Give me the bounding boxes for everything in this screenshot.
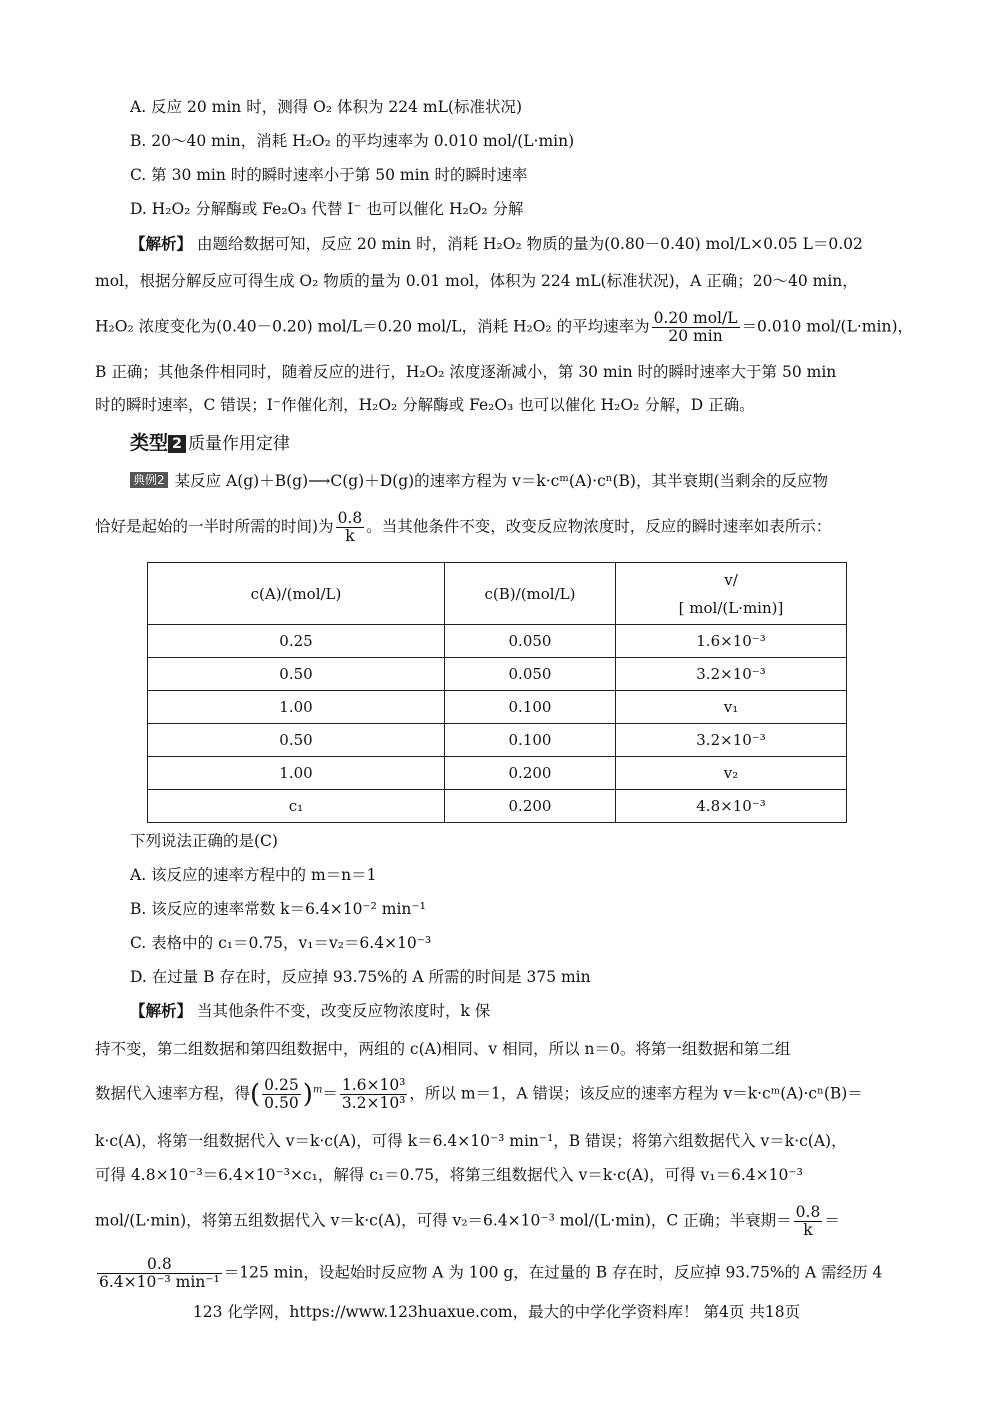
option-c-prev: C. 第 30 min 时的瞬时速率小于第 50 min 时的瞬时速率 bbox=[130, 166, 528, 184]
analysis-tag: 【解析】 bbox=[130, 1001, 193, 1020]
analysis-2-line-1: 【解析】 当其他条件不变，改变反应物浓度时，k 保 bbox=[130, 1001, 491, 1020]
table-row: 0.50 0.100 3.2×10⁻³ bbox=[148, 724, 847, 757]
analysis-1-line-5: 时的瞬时速率，C 错误；I⁻作催化剂，H₂O₂ 分解酶或 Fe₂O₃ 也可以催化 H₂O₂ 分解，D 正确。 bbox=[95, 396, 755, 414]
rate-fraction: $\frac{\text{0.20 mol/L}}{20 \min}$ bbox=[653, 309, 738, 345]
table-row: 0.25 0.050 1.6×10⁻³ bbox=[148, 625, 847, 658]
section-number-badge: 2 bbox=[168, 435, 186, 453]
page-footer: 123 化学网，https://www.123huaxue.com，最大的中学化学资料库！ 第4页 共18页 bbox=[192, 1303, 801, 1321]
question-prompt: 下列说法正确的是(C) bbox=[130, 832, 278, 850]
question-line-2: 恰好是起始的一半时所需的时间)为 $\frac{0.8}{k}$ 。当其他条件不变，改变反应物浓度时，反应的瞬时速率如表所示： bbox=[95, 509, 832, 545]
header-v: v/ [ mol/(L·min)] bbox=[616, 563, 847, 625]
ratio-fraction: $\frac{0.25}{0.50}$ bbox=[264, 1076, 299, 1112]
header-cb: c(B)/(mol/L) bbox=[445, 563, 616, 625]
rate-table bbox=[147, 562, 847, 823]
analysis-1-line-3: H₂O₂ 浓度变化为(0.40－0.20) mol/L＝0.20 mol/L，消耗 H₂O₂ 的平均速率为 $\frac{\text{0.20 mol/L}}{20 \min}$ ＝0.010 mol/(L·min)， bbox=[95, 309, 913, 345]
analysis-2-line-7: $\frac{0.8}{\text{6.4×10⁻³ min⁻¹}}$ ＝125 min，设起始时反应物 A 为 100 g，在过量的 B 存在时，反应掉 93.75%的 A 需经历 4 bbox=[99, 1255, 883, 1291]
half-life-fraction: $\frac{0.8}{k}$ bbox=[337, 509, 363, 545]
table-row: 0.50 0.050 3.2×10⁻³ bbox=[148, 658, 847, 691]
half-life-fraction-2: $\frac{0.8}{k}$ bbox=[795, 1203, 821, 1239]
analysis-1-line-1: 【解析】 由题给数据可知，反应 20 min 时，消耗 H₂O₂ 物质的量为(0.80－0.40) mol/L×0.05 L＝0.02 bbox=[130, 234, 863, 253]
option-b-prev: B. 20～40 min，消耗 H₂O₂ 的平均速率为 0.010 mol/(L·min) bbox=[130, 132, 575, 150]
header-ca: c(A)/(mol/L) bbox=[148, 563, 445, 625]
question-line-1: 典例2 某反应 A(g)＋B(g)⟶C(g)＋D(g)的速率方程为 v＝k·cᵐ(A)·cⁿ(B)，其半衰期(当剩余的反应物 bbox=[130, 470, 935, 492]
rate-ratio-fraction: $\frac{\text{1.6×10³}}{\text{3.2×10³}}$ bbox=[341, 1076, 406, 1112]
analysis-2-line-2: 持不变，第二组数据和第四组数据中，两组的 c(A)相同、v 相同，所以 n＝0。将第一组数据和第二组 bbox=[95, 1040, 791, 1058]
option-d-prev: D. H₂O₂ 分解酶或 Fe₂O₃ 代替 I⁻ 也可以催化 H₂O₂ 分解 bbox=[130, 200, 524, 218]
section-heading: 类型 2 质量作用定律 bbox=[130, 432, 291, 454]
analysis-tag: 【解析】 bbox=[130, 234, 193, 253]
analysis-2-line-5: 可得 4.8×10⁻³＝6.4×10⁻³×c₁，解得 c₁＝0.75，将第三组数据代入 v＝k·c(A)，可得 v₁＝6.4×10⁻³ bbox=[95, 1166, 803, 1184]
table-row: 1.00 0.200 v₂ bbox=[148, 757, 847, 790]
analysis-2-line-4: k·c(A)，将第一组数据代入 v＝k·c(A)，可得 k＝6.4×10⁻³ min⁻¹，B 错误；将第六组数据代入 v＝k·c(A)， bbox=[95, 1132, 847, 1150]
half-life-value-fraction: $\frac{0.8}{\text{6.4×10⁻³ min⁻¹}}$ bbox=[99, 1255, 220, 1291]
table-row: c₁ 0.200 4.8×10⁻³ bbox=[148, 790, 847, 823]
option-d: D. 在过量 B 存在时，反应掉 93.75%的 A 所需的时间是 375 min bbox=[130, 968, 591, 986]
option-b: B. 该反应的速率常数 k＝6.4×10⁻² min⁻¹ bbox=[130, 900, 426, 918]
analysis-2-line-6: mol/(L·min)，将第五组数据代入 v＝k·c(A)，可得 v₂＝6.4×10⁻³ mol/(L·min)，C 正确；半衰期＝ $\frac{0.8}{k}$ ＝ bbox=[95, 1203, 840, 1239]
example-badge: 典例2 bbox=[130, 472, 168, 488]
analysis-2-line-3: 数据代入速率方程，得( $\frac{0.25}{0.50}$ )$^m$＝ $\frac{\text{1.6×10³}}{\text{3.2×10³}}$ ，所以 m＝1，A 错误；该反应的速率方程为 v＝k·cᵐ(A)·cⁿ(B)＝ bbox=[95, 1076, 863, 1112]
table-header-row bbox=[148, 563, 847, 625]
table-row: 1.00 0.100 v₁ bbox=[148, 691, 847, 724]
option-c: C. 表格中的 c₁＝0.75，v₁＝v₂＝6.4×10⁻³ bbox=[130, 934, 432, 952]
analysis-1-line-4: B 正确；其他条件相同时，随着反应的进行，H₂O₂ 浓度逐渐减小，第 30 min 时的瞬时速率大于第 50 min bbox=[95, 363, 837, 381]
option-a-prev: A. 反应 20 min 时，测得 O₂ 体积为 224 mL(标准状况) bbox=[130, 98, 522, 116]
analysis-1-line-2: mol，根据分解反应可得生成 O₂ 物质的量为 0.01 mol，体积为 224 mL(标准状况)，A 正确；20～40 min， bbox=[95, 272, 858, 290]
option-a: A. 该反应的速率方程中的 m＝n＝1 bbox=[130, 866, 377, 884]
